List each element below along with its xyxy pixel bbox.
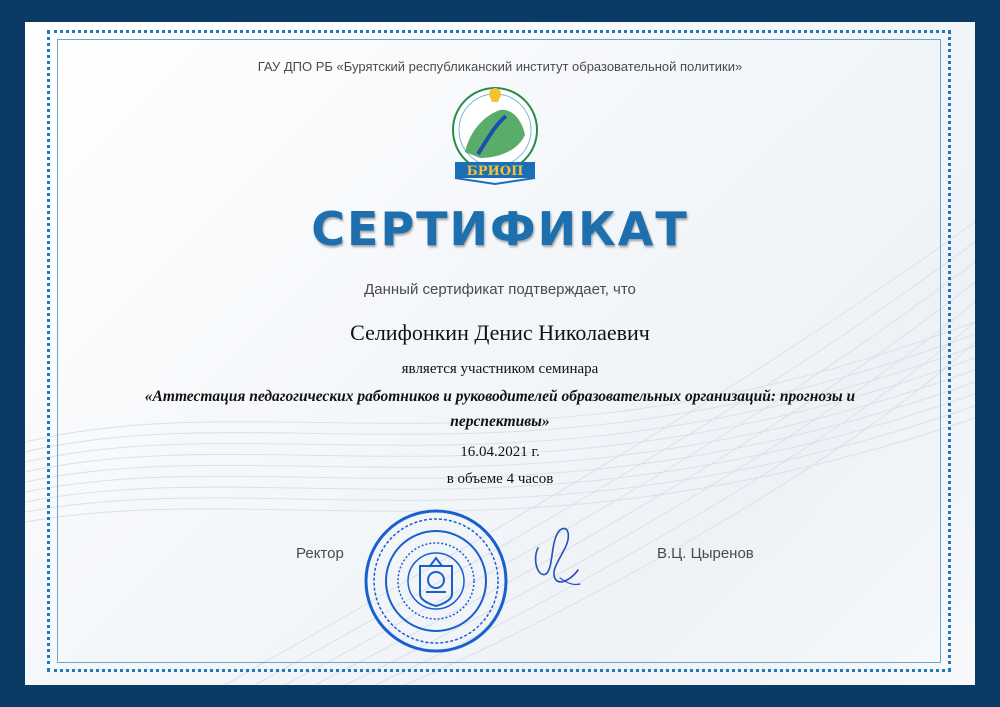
seminar-title-line-2: перспективы» — [450, 413, 550, 430]
institution-name: ГАУ ДПО РБ «Бурятский республиканский институт образовательной политики» — [257, 59, 743, 74]
seminar-title-line-1: «Аттестация педагогических работников и руководителей образовательных организаций: прогнозы и — [144, 388, 856, 405]
seminar-date: 16.04.2021 г. — [460, 444, 540, 460]
hours-volume: в объеме 4 часов — [446, 471, 554, 487]
participation-role: является участником семинара — [401, 361, 599, 377]
certificate-title: СЕРТИФИКАТ — [311, 202, 689, 256]
handwritten-signature — [520, 520, 590, 595]
institute-logo — [440, 80, 550, 188]
official-stamp — [362, 506, 510, 656]
signatory-name: В.Ц. Цыренов — [657, 545, 754, 562]
recipient-name: Селифонкин Денис Николаевич — [350, 320, 650, 345]
seminar-title — [0, 384, 1000, 434]
confirmation-text: Данный сертификат подтверждает, что — [364, 281, 636, 298]
signatory-position: Ректор — [296, 545, 344, 562]
svg-text:БРИОП: БРИОП — [466, 164, 524, 179]
